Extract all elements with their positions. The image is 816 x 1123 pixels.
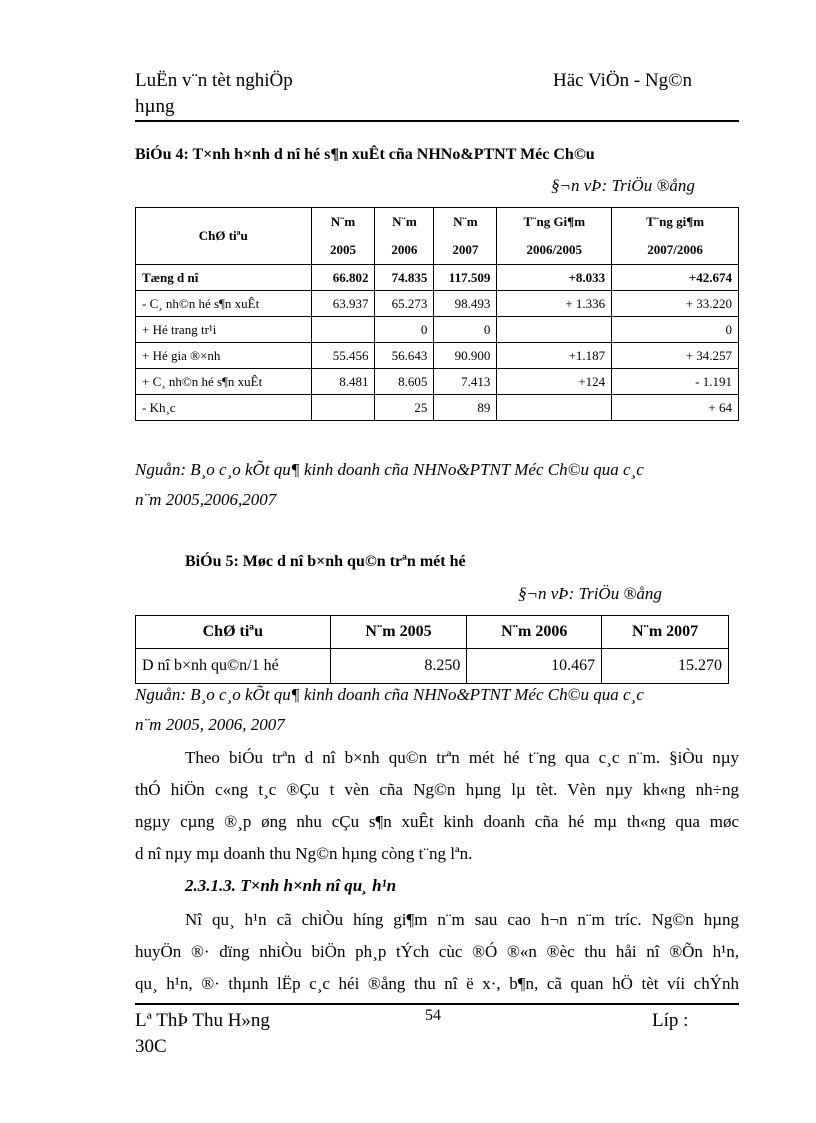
header-left-line2: hµng <box>135 96 175 117</box>
table-cell <box>311 395 375 421</box>
footer-rule <box>135 1003 739 1005</box>
table5-unit: §¬n vÞ: TriÖu ®ång <box>518 584 662 603</box>
table-row <box>136 369 739 395</box>
table5-title: BiÓu 5: Møc d nî b×nh qu©n trªn mét hé <box>185 553 466 570</box>
header-left-line1: LuËn v¨n tèt nghiÖp <box>135 70 293 91</box>
table-row <box>136 395 739 421</box>
table5-header-cell: N¨m 2007 <box>602 616 729 649</box>
paragraph-line: ngµy cµng ®¸p øng nhu cÇu s¶n xuÊt kinh doanh cña hé mµ th«ng qua møc <box>135 812 739 831</box>
table-cell: 63.937 <box>311 291 375 317</box>
table-cell: - 1.191 <box>612 369 739 395</box>
paragraph-line: thÓ hiÖn c«ng t¸c ®Çu t vèn cña Ng©n hµng lµ tèt. Vèn nµy kh«ng nh÷ng <box>135 780 739 799</box>
table-cell <box>311 317 375 343</box>
table-cell: 66.802 <box>311 265 375 291</box>
table-cell: + Hé gia ®×nh <box>136 343 312 369</box>
table4-header-row <box>136 208 739 265</box>
table-cell: 25 <box>375 395 434 421</box>
paragraph-line: huyÖn ®· dïng nhiÒu biÖn ph¸p tÝch cùc ®Ó ®«n ®èc thu håi nî ®Õn h¹n, <box>135 942 739 961</box>
table-cell: 0 <box>612 317 739 343</box>
table4-title: BiÓu 4: T×nh h×nh d nî hé s¶n xuÊt cña NHNo&PTNT Méc Ch©u <box>135 146 595 163</box>
table-cell: + 64 <box>612 395 739 421</box>
page-number: 54 <box>425 1007 441 1024</box>
table-cell: 8.481 <box>311 369 375 395</box>
table-cell: + 34.257 <box>612 343 739 369</box>
table-cell: 8.605 <box>375 369 434 395</box>
table-cell: 15.270 <box>602 649 729 684</box>
table-cell: 89 <box>434 395 497 421</box>
footer-left-line2: 30C <box>135 1036 167 1057</box>
table-cell <box>497 317 612 343</box>
table-cell: - Kh¸c <box>136 395 312 421</box>
table-cell: 117.509 <box>434 265 497 291</box>
table-cell: 74.835 <box>375 265 434 291</box>
table-cell: + C¸ nh©n hé s¶n xuÊt <box>136 369 312 395</box>
table-row <box>136 649 729 684</box>
table4 <box>135 207 739 421</box>
paragraph-line: d nî nµy mµ doanh thu Ng©n hµng còng t¨ng lªn. <box>135 844 473 863</box>
table-cell: 0 <box>434 317 497 343</box>
table-cell: +1.187 <box>497 343 612 369</box>
table-cell: 56.643 <box>375 343 434 369</box>
table5-header-cell: ChØ tiªu <box>136 616 331 649</box>
paragraph-line: qu¸ h¹n, ®· thµnh lËp c¸c héi ®ång thu nî ë x·, b¶n, cã quan hÖ tèt víi chÝnh <box>135 974 739 993</box>
table4-header-cell: ChØ tiªu <box>136 208 312 265</box>
footer-right: Líp : <box>652 1010 689 1031</box>
table-cell: 0 <box>375 317 434 343</box>
table-cell: +8.033 <box>497 265 612 291</box>
table-cell: Tæng d nî <box>136 265 312 291</box>
table-cell: + Hé trang tr¹i <box>136 317 312 343</box>
table4-source-line1: Nguån: B¸o c¸o kÕt qu¶ kinh doanh cña NHNo&PTNT Méc Ch©u qua c¸c <box>135 460 644 479</box>
table4-header-cell: T¨ng gi¶m 2007/2006 <box>612 208 739 265</box>
table-row <box>136 317 739 343</box>
table-cell: 10.467 <box>467 649 602 684</box>
header-rule <box>135 120 739 122</box>
table4-header-cell: N¨m 2007 <box>434 208 497 265</box>
table5 <box>135 615 729 684</box>
table4-header-cell: N¨m 2005 <box>311 208 375 265</box>
table5-header-cell: N¨m 2005 <box>330 616 467 649</box>
table-cell: 98.493 <box>434 291 497 317</box>
footer-left-line1: Lª ThÞ Thu H»ng <box>135 1010 270 1031</box>
table4-unit: §¬n vÞ: TriÖu ®ång <box>551 176 695 195</box>
table-cell: +42.674 <box>612 265 739 291</box>
table-cell: +124 <box>497 369 612 395</box>
table-cell: 8.250 <box>330 649 467 684</box>
section-heading: 2.3.1.3. T×nh h×nh nî qu¸ h¹n <box>185 876 397 895</box>
table-cell: 90.900 <box>434 343 497 369</box>
table-cell: 55.456 <box>311 343 375 369</box>
table-row <box>136 343 739 369</box>
table-cell: 7.413 <box>434 369 497 395</box>
table5-header-cell: N¨m 2006 <box>467 616 602 649</box>
table-cell: + 33.220 <box>612 291 739 317</box>
header-right: Häc ViÖn - Ng©n <box>553 70 693 91</box>
table4-header-cell: T¨ng Gi¶m 2006/2005 <box>497 208 612 265</box>
table-row <box>136 265 739 291</box>
table5-source-line2: n¨m 2005, 2006, 2007 <box>135 715 285 734</box>
table-cell <box>497 395 612 421</box>
table5-source-line1: Nguån: B¸o c¸o kÕt qu¶ kinh doanh cña NHNo&PTNT Méc Ch©u qua c¸c <box>135 685 644 704</box>
paragraph-1 <box>135 742 739 870</box>
table-cell: + 1.336 <box>497 291 612 317</box>
table4-header-cell: N¨m 2006 <box>375 208 434 265</box>
table-cell: D nî b×nh qu©n/1 hé <box>136 649 331 684</box>
table-cell: - C¸ nh©n hé s¶n xuÊt <box>136 291 312 317</box>
table-row <box>136 291 739 317</box>
paragraph-line: Theo biÓu trªn d nî b×nh qu©n trªn mét hé t¨ng qua c¸c n¨m. §iÒu nµy <box>185 748 739 767</box>
table-cell: 65.273 <box>375 291 434 317</box>
paragraph-2 <box>135 904 739 1000</box>
table4-source-line2: n¨m 2005,2006,2007 <box>135 490 277 509</box>
table5-header-row <box>136 616 729 649</box>
paragraph-line: Nî qu¸ h¹n cã chiÒu híng gi¶m n¨m sau cao h¬n n¨m tríc. Ng©n hµng <box>185 910 739 929</box>
